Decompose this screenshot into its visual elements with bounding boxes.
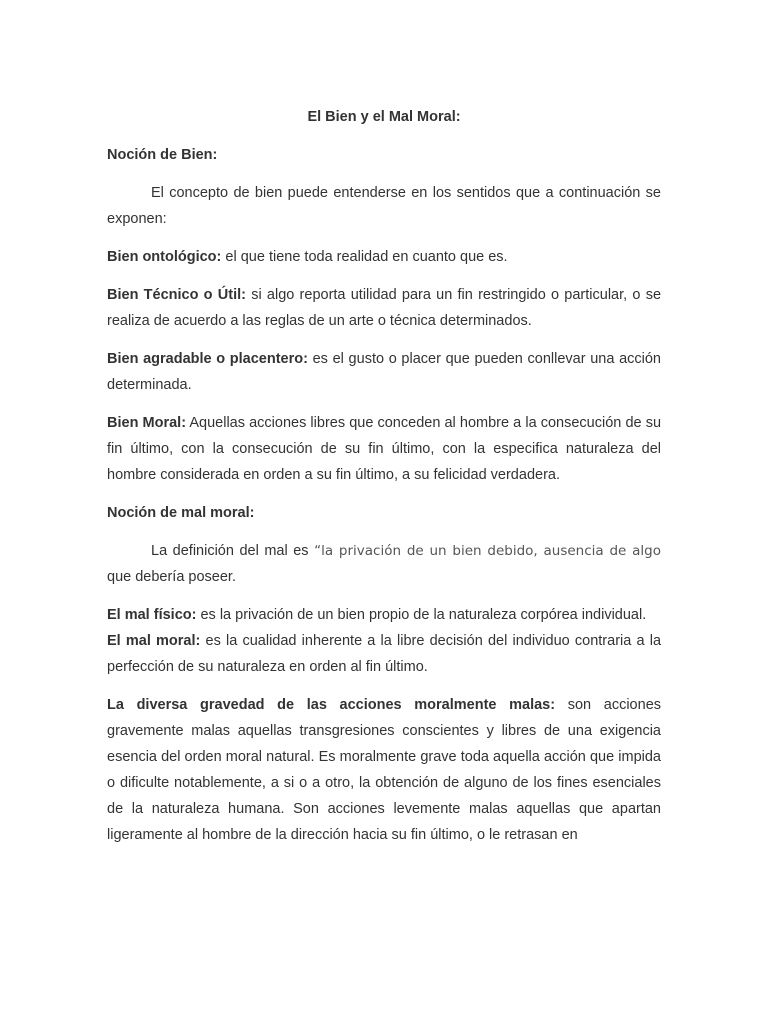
heading-nocion-mal-moral: Noción de mal moral: <box>107 505 255 521</box>
term-bien-moral: Bien Moral: <box>107 415 187 431</box>
paragraph-mal-intro <box>107 538 661 590</box>
paragraph-gravedad <box>107 692 661 848</box>
paragraph-mal-moral <box>107 628 661 680</box>
paragraph-bien-agradable <box>107 346 661 398</box>
definition-bien-ontologico: el que tiene toda realidad en cuanto que es. <box>221 249 508 265</box>
term-gravedad: La diversa gravedad de las acciones moralmente malas: <box>107 697 556 713</box>
mal-intro-tail: que debería poseer. <box>107 569 236 585</box>
definition-bien-moral: Aquellas acciones libres que conceden al hombre a la consecución de su fin último, con la consecución de su fin último, con la especifica naturaleza del hombre considerada en orden a su fin último, a su felicidad verdadera. <box>107 415 662 483</box>
paragraph-bien-tecnico <box>107 282 661 334</box>
definition-gravedad: son acciones gravemente malas aquellas transgresiones conscientes y libres de una exigencia esencia del orden moral natural. Es moralmente grave toda aquella acción que impida o dificulte notablemente, a si o a otro, la obtención de alguno de los fines esenciales de la naturaleza humana. Son acciones levemente malas aquellas que apartan ligeramente al hombre de la dirección hacia su fin último, o le retrasan en <box>107 697 662 843</box>
page-title: El Bien y el Mal Moral: <box>307 109 461 125</box>
term-mal-fisico: El mal físico: <box>107 607 197 623</box>
paragraph-bien-ontologico <box>107 244 661 270</box>
definition-bien-tecnico: si algo reporta utilidad para un fin restringido o particular, o se realiza de acuerdo a las reglas de un arte o técnica determinados. <box>107 287 662 329</box>
term-bien-ontologico: Bien ontológico: <box>107 249 222 265</box>
definition-bien-agradable: es el gusto o placer que pueden conllevar una acción determinada. <box>107 351 661 393</box>
definition-mal-moral: es la cualidad inherente a la libre decisión del individuo contraria a la perfección de su naturaleza en orden al fin último. <box>107 633 662 675</box>
definition-mal-fisico: es la privación de un bien propio de la naturaleza corpórea individual. <box>196 607 647 623</box>
term-mal-moral: El mal moral: <box>107 633 201 649</box>
term-bien-agradable: Bien agradable o placentero: <box>107 351 308 367</box>
mal-intro-lead: La definición del mal es <box>151 543 315 559</box>
paragraph-bien-moral <box>107 410 661 488</box>
paragraph-mal-fisico <box>107 602 661 628</box>
heading-nocion-bien: Noción de Bien: <box>107 147 218 163</box>
document-page <box>107 104 661 860</box>
mal-intro-quote: “la privación de un bien debido, ausencia de algo <box>314 543 661 559</box>
term-bien-tecnico: Bien Técnico o Útil: <box>107 287 246 303</box>
paragraph-bien-intro: El concepto de bien puede entenderse en los sentidos que a continuación se exponen: <box>107 185 661 227</box>
